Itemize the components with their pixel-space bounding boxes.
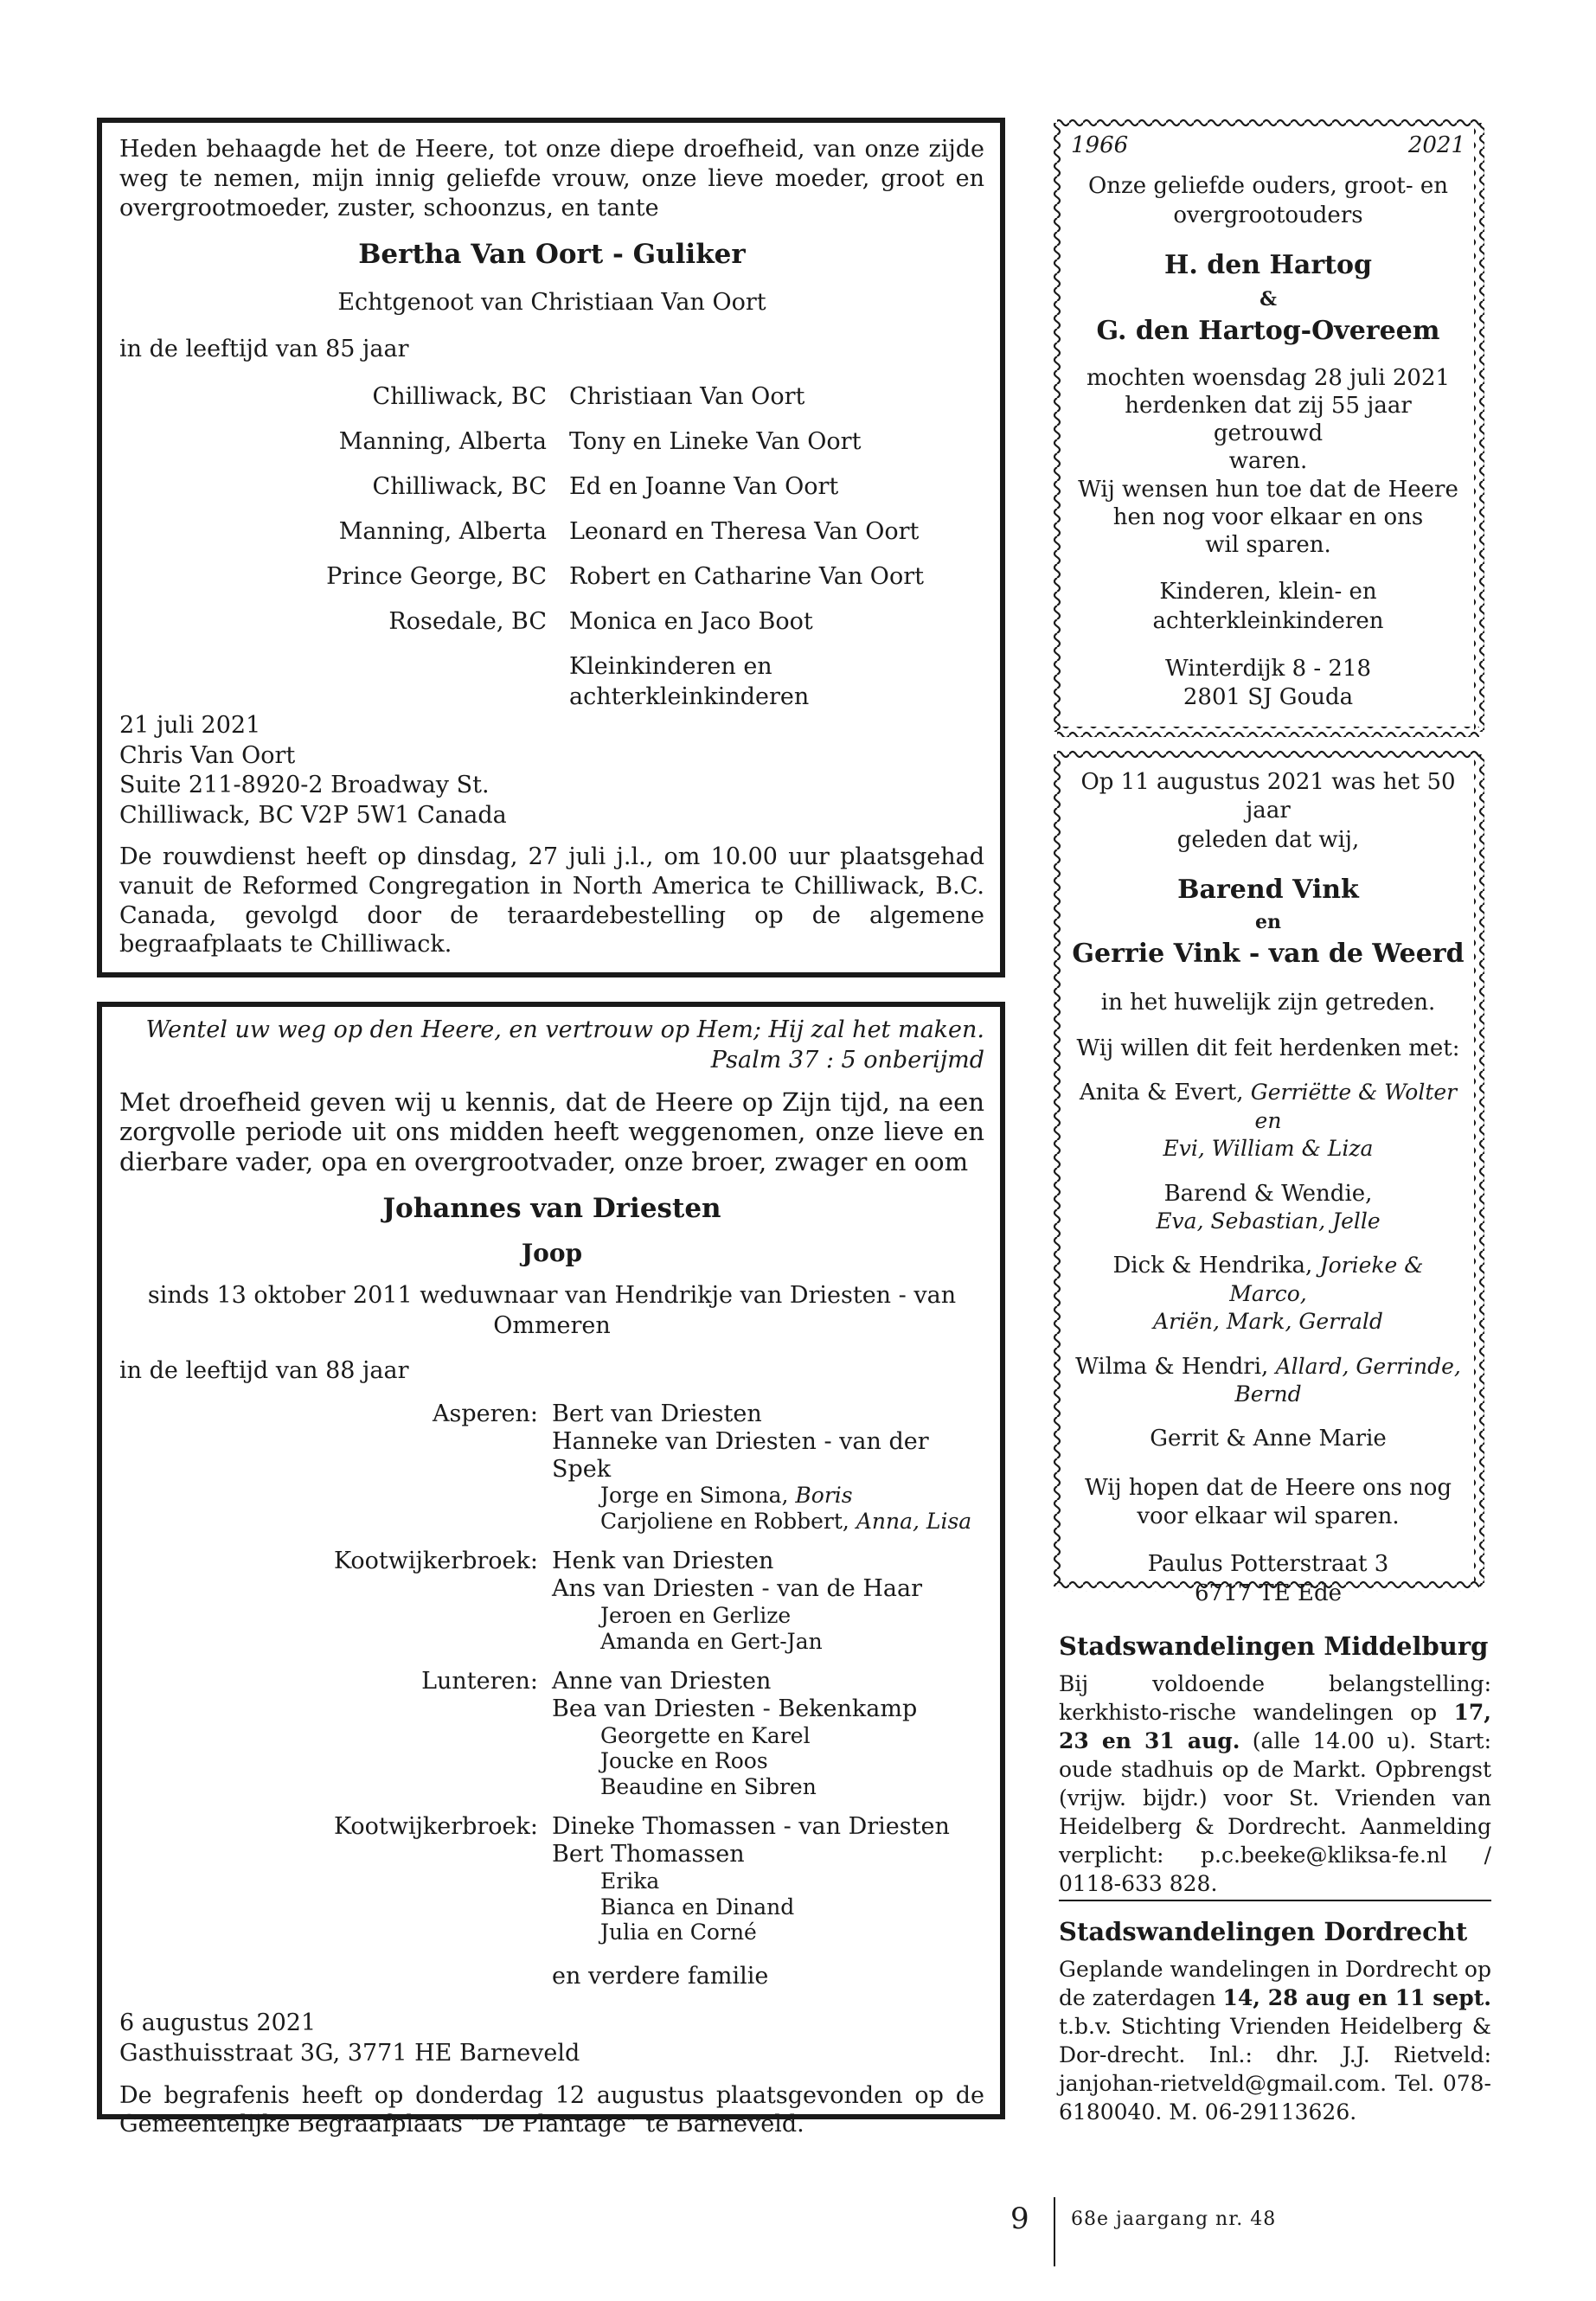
year-start: 1966 [1071,132,1129,158]
notice-middelburg [1059,1630,1491,1898]
family-row [119,562,984,607]
grandchild: Bianca en Dinand [600,1894,795,1920]
dordrecht-text-1: Geplande wandelingen in Dordrecht op de zaterdagen [1059,1957,1491,2011]
middelburg-text-2: (alle 14.00 u). Start: oude stadhuis op de Markt. Opbrengst (vrijw. bijdr.) voor St. Vrienden van Heidelberg & Dordrecht. Aanmelding verplicht: p.c.beeke@kliksa-fe.nl / 0118-633 828. [1059,1728,1491,1897]
dordrecht-title: Stadswandelingen Dordrecht [1059,1917,1468,1946]
johannes-family [119,1400,984,1990]
grandchild [552,1509,984,1535]
bertha-family-list [119,382,984,710]
address-line: Paulus Potterstraat 3 [1147,1551,1389,1578]
address-line: 6717 TE Ede [1194,1580,1343,1606]
johannes-contact [119,2009,984,2068]
den-hartog-family [1071,578,1465,636]
dordrecht-text-2: t.b.v. Stichting Vrienden Heidelberg & Dor-drecht. Inl.: dhr. J.J. Rietveld: janjohan-rietveld@gmail.com. Tel. 078-6180040. M. 06-29113626. [1059,2014,1491,2125]
den-hartog-amp: & [1259,288,1277,311]
page-footer [0,2197,1596,2266]
family-place: Asperen: [433,1400,538,1427]
child-family [1071,1252,1465,1335]
family-member: Ans van Driesten - van de Haar [552,1575,922,1603]
family-place: Prince George, BC [326,563,547,591]
family-row [119,652,984,710]
hope-line: voor elkaar wil sparen. [1137,1503,1400,1530]
footer-divider [1054,2197,1055,2266]
johannes-age: in de leeftijd van 88 jaar [119,1357,409,1385]
bertha-date: 21 juli 2021 [119,712,261,740]
announcement-den-hartog [1052,118,1484,737]
johannes-funeral: De begrafenis heeft op donderdag 12 augustus plaatsgevonden op de Gemeentelijke Begraafplaats ”De Plantage” te Barneveld. [119,2081,984,2138]
bertha-contact [119,711,984,830]
vink-name1: Barend Vink [1177,874,1359,905]
family-members [552,1668,984,1799]
vink-en: en [1255,911,1281,934]
family-line: achterkleinkinderen [1152,607,1384,634]
child-family [1071,1079,1465,1162]
family-names: Christiaan Van Oort [569,383,805,411]
child-kids: Allard, Gerrinde, [1275,1353,1461,1379]
family-names: Monica en Jaco Boot [569,608,813,636]
family-member: Bea van Driesten - Bekenkamp [552,1695,918,1723]
grandchild: Beaudine en Sibren [600,1773,817,1799]
vink-hope [1071,1474,1465,1532]
family-member: Dineke Thomassen - van Driesten [552,1813,950,1841]
dordrecht-dates: 14, 28 aug en 11 sept. [1222,1985,1491,2011]
family-row [119,427,984,472]
years-row [1071,131,1465,160]
family-names: Leonard en Theresa Van Oort [569,518,920,546]
message-line: herdenken dat zij 55 jaar getrouwd [1125,392,1412,447]
child-kids: Ariën, Mark, Gerrald [1153,1309,1383,1335]
johannes-address: Gasthuisstraat 3G, 3771 HE Barneveld [119,2040,580,2067]
further-family: en verdere familie [552,1962,769,1990]
vink-intro-line: Op 11 augustus 2021 was het 50 jaar [1080,769,1456,824]
vink-celebrate: Wij willen dit feit herdenken met: [1076,1035,1460,1061]
child-kids: Bernd [1234,1381,1302,1407]
family-members [552,1548,984,1654]
vink-content [1071,768,1465,1608]
child-kids: Evi, William & Liza [1163,1136,1374,1162]
family-names: Robert en Catharine Van Oort [569,563,924,591]
den-hartog-content [1071,131,1465,712]
message-line: mochten woensdag 28 juli 2021 [1086,364,1451,391]
family-place: Manning, Alberta [338,518,547,546]
child-parents: Barend & Wendie, [1163,1180,1373,1207]
family-place: Manning, Alberta [338,428,547,456]
bertha-address-line: Suite 211-8920-2 Broadway St. [119,772,490,799]
middelburg-text-1: Bij voldoende belangstelling: kerkhisto-rische wandelingen op [1059,1671,1491,1726]
middelburg-dates: 17, 23 en 31 aug. [1059,1700,1491,1754]
family-place: Lunteren: [421,1668,538,1695]
message-line: wil sparen. [1205,532,1331,559]
vink-children [1071,1079,1465,1453]
family-member: Bert Thomassen [552,1841,745,1868]
vink-name2: Gerrie Vink - van de Weerd [1072,939,1465,970]
family-place [119,652,569,697]
family-member: Henk van Driesten [552,1548,774,1575]
vink-address [1071,1550,1465,1608]
family-line: Kinderen, klein- en [1159,579,1377,606]
bertha-intro: Heden behaagde het de Heere, tot onze diepe droefheid, van onze zijde weg te nemen, mijn innig geliefde vrouw, onze lieve moeder, groot en overgrootmoeder, zuster, schoonzus, en tante [119,136,984,221]
den-hartog-name1: H. den Hartog [1164,249,1372,280]
child-parents: Gerrit & Anne Marie [1150,1426,1387,1452]
bertha-age: in de leeftijd van 85 jaar [119,336,409,363]
child-family [1071,1353,1465,1408]
grandchild: Jeroen en Gerlize [600,1603,792,1629]
grandchild: Amanda en Gert-Jan [600,1628,823,1654]
year-end: 2021 [1407,132,1465,158]
family-members [552,1813,984,1945]
child-kids: Gerriëtte & Wolter en [1250,1080,1458,1133]
family-names: Kleinkinderen en achterkleinkinderen [569,653,810,710]
address-line: Winterdijk 8 - 218 [1164,655,1372,682]
family-place: Kootwijkerbroek: [333,1813,538,1841]
vink-intro-line: geleden dat wij, [1176,826,1360,853]
den-hartog-line: Onze geliefde ouders, groot- en [1087,173,1449,200]
grandchild: Joucke en Roos [600,1748,768,1774]
message-line: Wij wensen hun toe dat de Heere [1078,476,1458,503]
den-hartog-message [1071,364,1465,560]
child-line [1071,1252,1465,1308]
den-hartog-line: overgrootouders [1173,202,1363,228]
family-names: Ed en Joanne Van Oort [569,473,839,501]
dordrecht-text [1059,1955,1491,2126]
grandchild-name: Jorge en Simona, [600,1483,796,1509]
family-place-empty [119,1963,552,1990]
family-group [119,1548,984,1654]
greatgrandchild: Anna, Lisa [856,1508,972,1534]
hope-line: Wij hopen dat de Heere ons nog [1084,1474,1452,1501]
family-member: Hanneke van Driesten - van der Spek [552,1427,929,1483]
grandchild: Georgette en Karel [600,1722,811,1748]
johannes-name: Johannes van Driesten [382,1192,721,1224]
johannes-verse: Wentel uw weg op den Heere, en vertrouw op Hem; Hij zal het maken. [145,1016,984,1043]
page-number: 9 [1010,2202,1029,2236]
notice-dordrecht [1059,1915,1491,2126]
den-hartog-address [1071,655,1465,713]
family-row [119,472,984,517]
family-place: Rosedale, BC [388,608,547,636]
family-names: Tony en Lineke Van Oort [569,428,862,456]
bertha-name: Bertha Van Oort - Guliker [358,239,746,271]
johannes-verse-ref: Psalm 37 : 5 onberijmd [710,1046,984,1074]
family-place: Chilliwack, BC [372,473,547,501]
bertha-spouse: Echtgenoot van Christiaan Van Oort [337,288,766,316]
child-kids: Jorieke & Marco, [1229,1253,1424,1306]
divider [1059,1900,1491,1901]
family-row [119,607,984,652]
middelburg-text [1059,1670,1491,1898]
den-hartog-name2: G. den Hartog-Overeem [1096,316,1440,347]
family-place: Chilliwack, BC [372,383,547,411]
johannes-intro: Met droefheid geven wij u kennis, dat de Heere op Zijn tijd, na een zorgvolle periode uit ons midden heeft weggenomen, onze lieve en dierbare vader, opa en overgrootvader, onze broer, zwager en oom [119,1087,984,1176]
child-parents: Dick & Hendrika, [1112,1253,1320,1279]
greatgrandchild: Boris [795,1483,853,1509]
family-member: Anne van Driesten [552,1668,772,1695]
child-parents: Anita & Evert, [1079,1080,1251,1106]
johannes-date: 6 augustus 2021 [119,2009,317,2037]
family-row [119,517,984,562]
family-row [119,382,984,427]
child-line [1071,1079,1465,1135]
family-place: Kootwijkerbroek: [333,1548,538,1575]
family-member: Bert van Driesten [552,1400,762,1427]
child-family [1071,1180,1465,1235]
family-group [119,1813,984,1945]
grandchild-name: Carjoliene en Robbert, [600,1508,856,1534]
announcement-vink [1052,749,1484,1606]
message-line: waren. [1228,448,1308,475]
grandchild: Erika [600,1868,660,1894]
child-kids: Eva, Sebastian, Jelle [1156,1208,1381,1234]
bertha-address-line: Chris Van Oort [119,741,296,769]
family-group [119,1668,984,1799]
family-members [552,1400,984,1535]
child-line [1071,1353,1465,1381]
johannes-widower: sinds 13 oktober 2011 weduwnaar van Hendrikje van Driesten - van Ommeren [147,1282,957,1339]
bertha-address-line: Chilliwack, BC V2P 5W1 Canada [119,801,507,829]
child-parents: Wilma & Hendri, [1075,1353,1276,1380]
middelburg-title: Stadswandelingen Middelburg [1059,1631,1489,1661]
family-group [119,1963,984,1990]
obituary-johannes [97,1002,1005,2138]
message-line: hen nog voor elkaar en ons [1112,503,1424,530]
johannes-nickname: Joop [521,1239,583,1268]
address-line: 2801 SJ Gouda [1183,684,1354,711]
grandchild [552,1483,984,1509]
family-group [119,1400,984,1535]
issue-info: 68e jaargang nr. 48 [1071,2208,1277,2230]
vink-married: in het huwelijk zijn getreden. [1100,989,1436,1016]
bertha-service: De rouwdienst heeft op dinsdag, 27 juli j.l., om 10.00 uur plaatsgehad vanuit de Reformed Congregation in North America te Chilliwack, B.C. Canada, gevolgd door de teraardebestelling op de algemene begraafplaats te Chilliwack. [119,843,984,958]
child-family [1071,1425,1465,1453]
grandchild: Julia en Corné [600,1920,757,1945]
obituary-bertha [97,118,1005,977]
